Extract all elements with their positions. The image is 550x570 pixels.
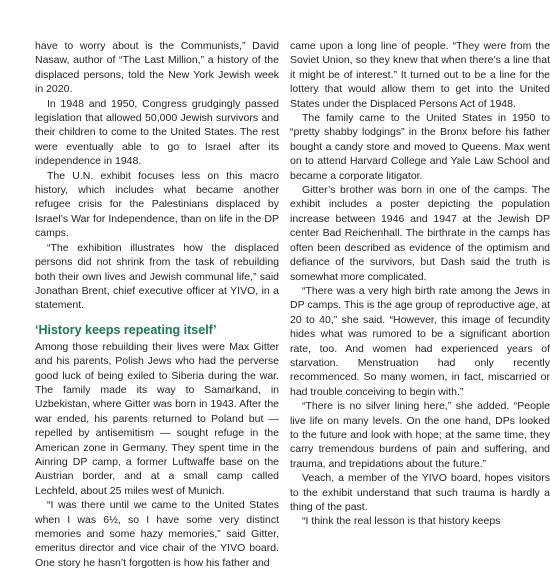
paragraph: The family came to the United States in 1950 to “pretty shabby lodgings” in the Bronx before his father bought a candy store and moved to Queens. Max went on to attend Harvard College and Yale Law School and became a corporate litigator. xyxy=(290,112,550,182)
paragraph: Veach, a member of the YIVO board, hopes visitors to the exhibit understand that such trauma is hardly a thing of the past. xyxy=(290,472,550,513)
paragraph: The U.N. exhibit focuses less on this macro history, which includes what became another refugee crisis for the Palestinians displaced by Israel’s War for Independence, than on life in the DP camps. xyxy=(35,169,279,240)
paragraph: In 1948 and 1950, Congress grudgingly passed legislation that allowed 50,000 Jewish survivors and their children to come to the United States. The rest were eventually able to go to Israel after its independence in 1948. xyxy=(35,97,279,168)
paragraph: “I was there until we came to the United States when I was 6½, so I have some very distinct memories and some hazy memories,” said Gitter, emeritus director and vice chair of the YIVO board. One story he hasn’t forgotten is how his father and xyxy=(35,499,279,569)
paragraph: Gitter’s brother was born in one of the camps. The exhibit includes a poster depicting the population increase between 1946 and 1947 at the Jewish DP center Bad Reichenhall. The birthrate in the camps has often been described as evidence of the optimism and defiance of the survivors, but Dash said the truth is somewhat more complicated. xyxy=(290,184,550,283)
paragraph: have to worry about is the Communists,” David Nasaw, author of “The Last Million,” a history of the displaced persons, told the New York Jewish week in 2020. xyxy=(35,40,279,96)
paragraph: Among those rebuilding their lives were Max Gitter and his parents, Polish Jews who had the perverse good luck of being exiled to Siberia during the war. The family made its way to Samarkand, in Uzbekistan, where Gitter was born in 1943. After the war ended, his parents returned to Poland but — repelled by antisemitism — sought refuge in the American zone in Germany. They spent time in the Ainring DP camp, a former Luftwaffe base on the Austrian border, and at a small camp called Lechfeld, about 25 miles west of Munich. xyxy=(35,340,279,497)
paragraph: “I think the real lesson is that history keeps xyxy=(302,515,501,528)
paragraph: came upon a long line of people. “They were from the Soviet Union, so they knew that when there’s a line that it might be of interest.” It turned out to be a line for the lottery that would allow them to get into the United States under the Displaced Persons Act of 1948. xyxy=(290,40,550,110)
article-column-left xyxy=(35,39,279,570)
article-column-right xyxy=(290,39,550,529)
section-heading: ‘History keeps repeating itself’ xyxy=(35,322,217,337)
paragraph: “There was a very high birth rate among the Jews in DP camps. This is the age group of reproductive age, at 20 to 40,” she said. “However, this image of fecundity hides what was rumored to be a significant abortion rate, too. And women had experienced years of starvation. Menstruation had only recently recommenced. So many women, in fact, miscarried or had trouble conceiving to begin with.” xyxy=(290,284,550,398)
paragraph: “The exhibition illustrates how the displaced persons did not shrink from the task of rebuilding both their own lives and Jewish communal life,” said Jonathan Brent, chief executive officer at YIVO, in a statement. xyxy=(35,241,279,312)
paragraph: “There is no silver lining here,” she added. “People live life on many levels. On the one hand, DPs looked to the future and look with hope; at the same time, they carry tremendous burdens of pain and suffering, and trauma, and trepidations about the future.” xyxy=(290,400,550,470)
